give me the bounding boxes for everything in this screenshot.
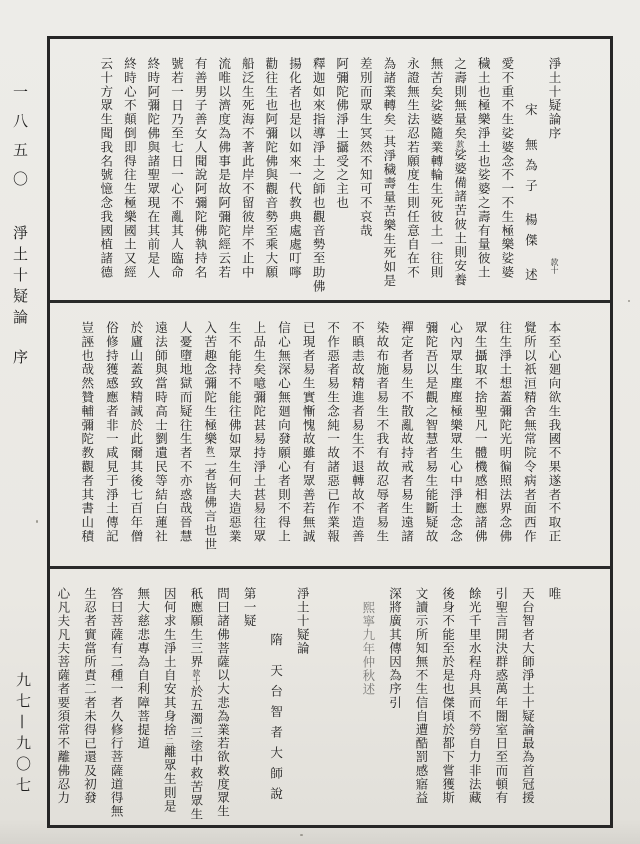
text-column xyxy=(546,587,562,817)
column-text: 為諸業轉矣 xyxy=(381,57,397,127)
text-column xyxy=(215,587,231,817)
column-text: 二者皆佛言也世 xyxy=(202,454,218,552)
scan-speck xyxy=(36,520,38,523)
register-treatise-opening xyxy=(50,569,610,825)
text-column xyxy=(358,57,374,292)
page-number-label: 九七—九〇七 xyxy=(14,672,32,798)
text-column xyxy=(374,321,390,558)
column-text: 答曰菩薩有二種一者久修行菩薩道得無 xyxy=(109,587,125,819)
text-column xyxy=(423,321,439,558)
column-text: 淨土十疑論序 xyxy=(547,57,562,141)
text-column xyxy=(268,587,284,817)
text-column xyxy=(413,587,429,817)
text-column xyxy=(287,57,303,292)
column-text: 無為子 xyxy=(523,137,539,199)
text-column xyxy=(251,321,267,558)
left-margin-title xyxy=(10,84,31,544)
column-text: 有善男子善女人聞說阿彌陀佛執持名 xyxy=(193,57,209,280)
text-column xyxy=(240,57,256,292)
text-column xyxy=(448,321,464,558)
column-text: 述 xyxy=(523,268,539,289)
text-column xyxy=(276,321,292,558)
text-column xyxy=(295,587,311,817)
column-text: 其淨穢壽量苦樂生死如是 xyxy=(381,134,397,288)
text-column xyxy=(79,321,95,558)
text-column xyxy=(169,57,185,292)
column-text: 離眾生則是 xyxy=(162,744,178,813)
text-column xyxy=(310,57,326,292)
column-text: 信心無深心無廻向發願心者則不得上 xyxy=(276,321,292,544)
column-text: 問曰諸佛菩薩以大悲為業若欲救度眾生 xyxy=(215,587,231,819)
register-preface-opening xyxy=(50,39,610,300)
column-text: 勸往生也阿彌陀佛與觀音勢至乘大願 xyxy=(263,57,279,280)
column-text: 豈誣也哉然贊輔彌陀教觀者其書山積 xyxy=(79,321,95,544)
column-text: 唯 xyxy=(547,587,562,601)
text-column xyxy=(493,587,509,817)
text-column xyxy=(55,587,71,817)
text-column xyxy=(405,57,421,292)
column-text: 娑婆備諸苦彼土則安養 xyxy=(452,148,468,288)
text-column xyxy=(381,57,397,292)
margin-fascicle-label: 序 xyxy=(11,348,29,370)
column-text: 永證無生法忍若願度生則任意自在不 xyxy=(405,57,421,280)
text-column xyxy=(202,321,218,558)
column-text: 眾生攝取不捨聖凡一體機感相應諸佛 xyxy=(473,321,489,544)
column-text: 不作惡者易生念純一故諸惡已作業報 xyxy=(325,321,341,544)
column-text: 無大慈悲專為自利障菩提道 xyxy=(135,587,151,751)
collation-note: 款十 xyxy=(550,258,559,275)
text-column xyxy=(467,587,483,817)
column-text: 流唯以濟度為佛事是故阿彌陀經云若 xyxy=(216,57,232,280)
text-column xyxy=(499,57,515,292)
collation-note: 款 xyxy=(455,140,465,149)
column-text: 後身不能至於是也傑頃於都下嘗獲斯 xyxy=(440,587,456,805)
column-text: 心內眾生塵塵極樂眾生心中淨土念念 xyxy=(448,321,464,544)
collation-note: 敎 xyxy=(205,446,215,455)
column-text: 心凡夫凡夫菩薩者要須常不離佛忍力 xyxy=(55,587,71,805)
text-column xyxy=(387,587,403,817)
column-text: 人憂墮地獄而疑往生者不亦惑哉晉慧 xyxy=(178,321,194,544)
column-text: 愛不重不生娑婆念不一不生極樂娑婆 xyxy=(499,57,515,280)
column-text: 宋 xyxy=(523,103,539,124)
column-text: 號若一日乃至七日一心不亂其人臨命 xyxy=(169,57,185,280)
text-column xyxy=(145,57,161,292)
column-text: 於五濁三塗中救苦眾生 xyxy=(188,684,204,821)
column-text: 終時阿彌陀佛與諸聖眾現在其前是人 xyxy=(145,57,161,280)
column-text: 云十方眾生聞我名號憶念我國植諸德 xyxy=(98,57,114,280)
column-text: 楊傑 xyxy=(523,213,539,254)
column-text: 因何求生淨土自安其身捨 xyxy=(162,587,178,737)
column-text: 隋 xyxy=(268,633,284,654)
column-text: 文讀示所知無不生信自遭酷罰感寤益 xyxy=(414,587,430,805)
text-column xyxy=(325,321,341,558)
scan-speck xyxy=(300,834,303,836)
column-text: 之壽則無量矣 xyxy=(452,57,468,141)
text-column xyxy=(241,587,257,817)
column-text: 於廬山蓋致精誠於此爾其後七百年僧 xyxy=(128,321,144,544)
column-text: 遠法師與當時高士劉遺民等結白蓮社 xyxy=(153,321,169,544)
column-text: 往生淨土想蓋彌陀光明徧照法界念佛 xyxy=(497,321,513,544)
column-text: 覺所以祇洹精舍無常院令病者面西作 xyxy=(522,321,538,544)
text-column xyxy=(263,57,279,292)
column-text: 釋迦如來指導淨土之師也觀音勢至助佛 xyxy=(311,57,327,294)
column-text: 穢土也極樂淨土也娑婆之壽有量彼土 xyxy=(476,57,492,280)
column-text: 引聖言開決群惑萬年闇室日至而頓有 xyxy=(493,587,509,805)
text-column xyxy=(216,57,232,292)
column-text: 入苦趣念彌陀生極樂 xyxy=(202,321,218,447)
collation-note: 一 xyxy=(384,126,394,135)
text-column xyxy=(104,321,120,558)
column-text: 不瞋恚故精進者易生不退轉故不造善 xyxy=(350,321,366,544)
column-text: 熙寧九年仲秋述 xyxy=(360,601,376,697)
column-text: 無苦矣娑婆隨業轉輪生死彼土一往則 xyxy=(429,57,445,280)
column-text: 染故布施者易生不我有故忍辱者易生 xyxy=(374,321,390,544)
scan-speck xyxy=(628,300,630,302)
text-column xyxy=(109,587,125,817)
text-column xyxy=(178,321,194,558)
text-column xyxy=(476,57,492,292)
column-text: 船泛生死海不著此岸不留彼岸不止中 xyxy=(240,57,256,280)
column-text: 淨土十疑論 xyxy=(295,587,311,655)
margin-work-title: 淨土十疑論 xyxy=(11,224,29,330)
column-text: 秖應願生三界 xyxy=(188,587,204,669)
column-text: 深將廣其傳因為序引 xyxy=(387,587,403,710)
column-text: 第一疑 xyxy=(242,587,258,628)
text-column xyxy=(428,57,444,292)
page-frame xyxy=(47,36,613,828)
collation-note: 款十 xyxy=(191,668,201,685)
column-text: 終時心不顛倒即得往生極樂國土又經 xyxy=(122,57,138,280)
text-column xyxy=(188,587,204,821)
text-column xyxy=(452,57,468,292)
column-text: 生不能持不能往佛如眾生何夫造惡業 xyxy=(227,321,243,544)
column-text: 俗修持獲感應者非一咸見于淨土傳記 xyxy=(104,321,120,544)
text-column xyxy=(300,321,316,558)
register-preface-middle xyxy=(50,303,610,566)
column-text: 禪定者易生不散亂故持戒者易生遠諸 xyxy=(399,321,415,544)
text-column xyxy=(334,57,350,292)
column-text: 差別而眾生冥然不知可不哀哉 xyxy=(358,57,374,238)
text-column xyxy=(473,321,489,558)
text-column xyxy=(350,321,366,558)
text-column xyxy=(135,587,151,817)
text-column xyxy=(546,57,562,292)
text-column xyxy=(227,321,243,558)
catalog-number: 一八五〇 xyxy=(11,84,29,200)
column-text: 彌陀吾以是觀之智慧者易生能斷疑故 xyxy=(424,321,440,544)
text-column xyxy=(122,57,138,292)
column-text: 天台智者大師說 xyxy=(268,663,284,807)
text-column xyxy=(162,587,178,817)
column-text: 阿彌陀佛淨土攝受之主也 xyxy=(334,57,350,210)
text-column xyxy=(193,57,209,292)
text-column xyxy=(523,57,539,292)
text-column xyxy=(82,587,98,817)
text-column xyxy=(497,321,513,558)
column-text: 已現者易生實慚愧故雖有眾善若無誠 xyxy=(301,321,317,544)
text-column xyxy=(153,321,169,558)
column-text: 揚化者也是以如來一代教典處處叮嚀 xyxy=(287,57,303,280)
text-column xyxy=(399,321,415,558)
column-text: 上品生矣噫彌陀甚易持淨土甚易往眾 xyxy=(251,321,267,544)
column-text: 天台智者大師淨土十疑論最為首冠援 xyxy=(520,587,536,805)
text-column xyxy=(128,321,144,558)
text-column xyxy=(522,321,538,558)
column-text: 生忍者實當所責二者未得已還及初發 xyxy=(82,587,98,805)
collation-note: 二 xyxy=(165,736,175,745)
text-column xyxy=(98,57,114,292)
column-text: 本至心廻向欲生我國不果遂者不取正 xyxy=(547,321,562,544)
text-column xyxy=(440,587,456,817)
text-column xyxy=(520,587,536,817)
column-text: 餘光千里水程舟具而不勞自力非法藏 xyxy=(467,587,483,805)
text-column xyxy=(360,587,376,817)
text-column xyxy=(546,321,562,558)
